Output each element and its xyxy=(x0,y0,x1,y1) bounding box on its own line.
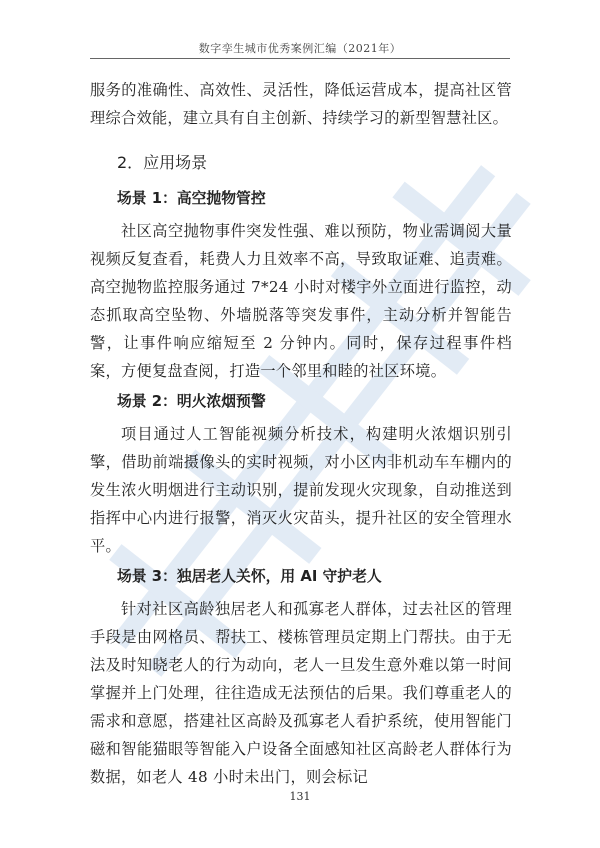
scene-2-paragraph: 项目通过人工智能视频分析技术，构建明火浓烟识别引擎，借助前端摄像头的实时视频，对小区内非机动车车棚内的发生浓火明烟进行主动识别，提前发现火灾现象，自动推送到指挥中心内进行报警，消灭火灾苗头，提升社区的安全管理水平。 xyxy=(90,425,512,555)
scene-3-paragraph: 针对社区高龄独居老人和孤寡老人群体，过去社区的管理手段是由网格员、帮扶工、楼栋管理员定期上门帮扶。由于无法及时知晓老人的行为动向，老人一旦发生意外难以第一时间掌握并上门处理，往往造成无法预估的后果。我们尊重老人的需求和意愿，搭建社区高龄及孤寡老人看护系统，使用智能门磁和智能猫眼等智能入户设备全面感知社区高龄老人群体行为数据，如老人 48 小时未出门，则会标记 xyxy=(90,600,512,786)
scene-2-heading: 场景 2：明火浓烟预警 xyxy=(117,393,266,410)
document-body xyxy=(90,76,512,791)
header-divider xyxy=(90,58,510,59)
section-heading-scenarios: 2．应用场景 xyxy=(117,153,208,172)
paragraph-intro-continued: 服务的准确性、高效性、灵活性，降低运营成本，提高社区管理综合效能，建立具有自主创新、持续学习的新型智慧社区。 xyxy=(90,81,512,127)
page-number: 131 xyxy=(289,790,311,803)
scene-3-heading: 场景 3：独居老人关怀，用 AI 守护老人 xyxy=(117,568,382,585)
scene-1-paragraph: 社区高空抛物事件突发性强、难以预防，物业需调阅大量视频反复查看，耗费人力且效率不高，导致取证难、追责难。高空抛物监控服务通过 7*24 小时对楼宇外立面进行监控，动态抓取高空坠物、外墙脱落等突发事件，主动分析并智能告警，让事件响应缩短至 2 分钟内。同时，保存过程事件档案，方便复盘查阅，打造一个邻里和睦的社区环境。 xyxy=(90,222,512,380)
scene-1-heading: 场景 1：高空抛物管控 xyxy=(117,190,266,207)
running-header: 数字孪生城市优秀案例汇编（2021年） xyxy=(198,42,402,55)
